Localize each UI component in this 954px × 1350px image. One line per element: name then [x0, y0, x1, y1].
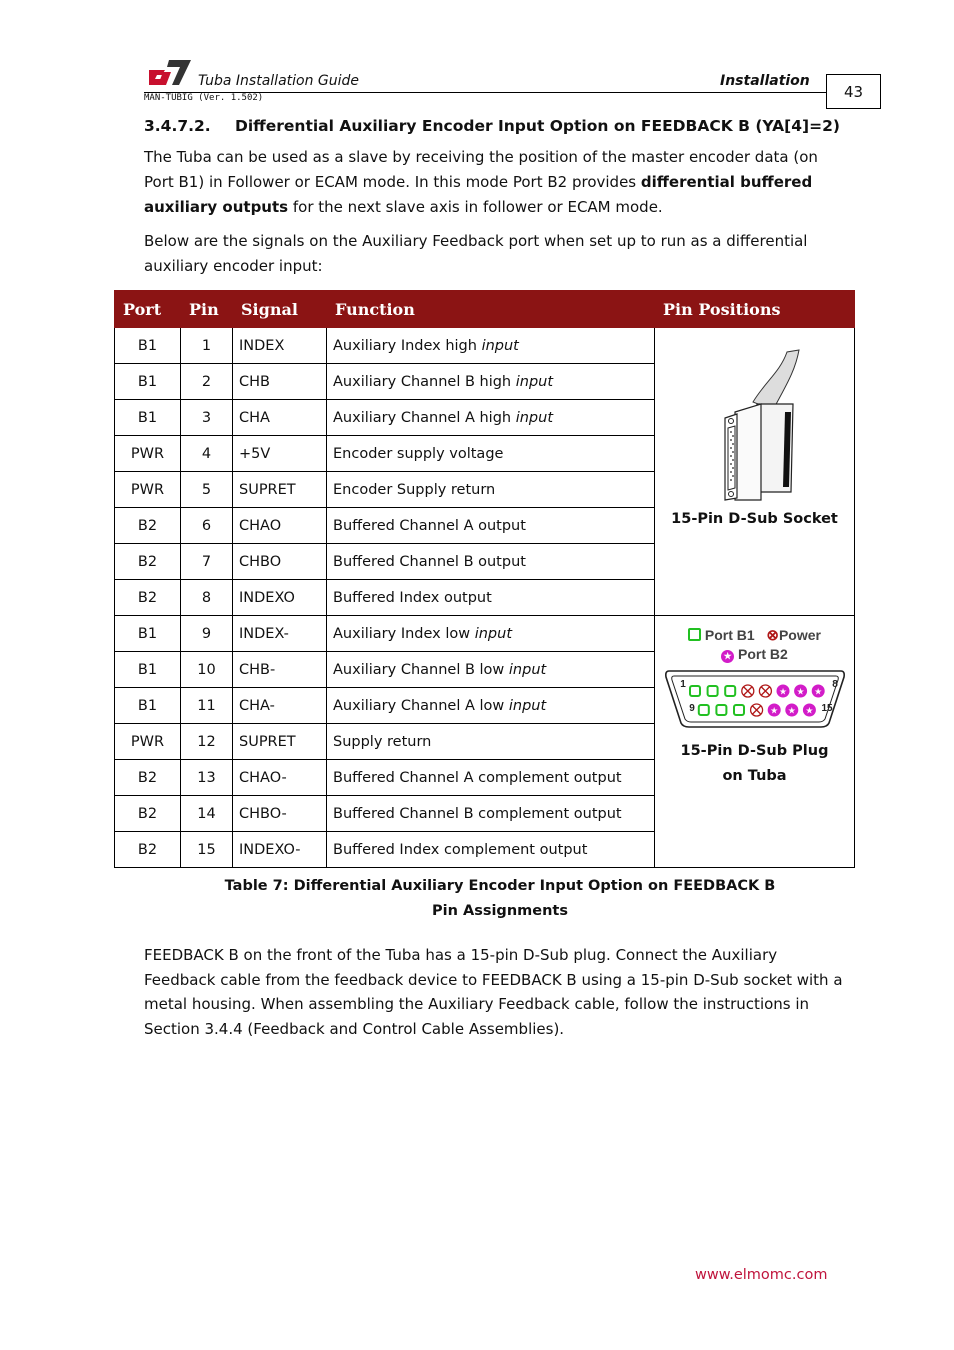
intro-text: The Tuba can be used as a slave by receiving the position of the master encoder data (on Port B1) in Follower or ECAM mode. In this mode Port B2 provides [144, 148, 818, 191]
cell-function [327, 400, 655, 436]
header-section-name: Installation [720, 73, 810, 89]
cell-function [327, 652, 655, 688]
socket-image-cell [655, 328, 855, 616]
cell-signal: CHAO [233, 508, 327, 544]
function-text: Buffered Index complement output [333, 841, 588, 858]
cell-port: B1 [115, 328, 181, 364]
cell-pin: 4 [181, 436, 233, 472]
cell-function [327, 544, 655, 580]
d-sub-socket-connector-icon [695, 342, 815, 507]
cell-port: PWR [115, 436, 181, 472]
caption-line-1: Table 7: Differential Auxiliary Encoder Input Option on FEEDBACK B [224, 878, 776, 894]
intro-bold-text: differential buffered auxiliary outputs [144, 173, 813, 216]
header-function: Function [327, 291, 655, 328]
cell-port: PWR [115, 472, 181, 508]
caption-line-2: Pin Assignments [432, 903, 568, 919]
cell-pin: 15 [181, 832, 233, 868]
function-emphasis: input [508, 697, 547, 714]
cell-signal: CHAO- [233, 760, 327, 796]
d-sub-plug-pin-diagram [663, 667, 847, 731]
cell-port: B2 [115, 796, 181, 832]
legend-port-b1: Port B1 [704, 627, 755, 643]
plug-diagram-cell [655, 616, 855, 868]
function-text: Buffered Channel A complement output [333, 769, 622, 786]
cell-port: B1 [115, 652, 181, 688]
intro-paragraph-2: Below are the signals on the Auxiliary Feedback port when set up to run as a differential auxiliary encoder input: [144, 232, 808, 275]
cell-pin: 8 [181, 580, 233, 616]
cell-pin: 13 [181, 760, 233, 796]
cell-function [327, 796, 655, 832]
pin-label-1: 1 [679, 679, 686, 690]
function-text: Auxiliary Channel B high [333, 373, 516, 390]
pin-b2-star: ★ [804, 706, 813, 717]
document-title: Tuba Installation Guide [198, 73, 360, 89]
cell-port: B1 [115, 688, 181, 724]
header-signal: Signal [233, 291, 327, 328]
cell-pin: 6 [181, 508, 233, 544]
footer-website-link[interactable]: www.elmomc.com [695, 1267, 828, 1283]
pin-b1-icon [707, 686, 717, 696]
cell-port: B2 [115, 760, 181, 796]
cell-port: B1 [115, 400, 181, 436]
pin-b1-icon [698, 705, 708, 715]
table-caption [114, 874, 886, 924]
cell-function [327, 364, 655, 400]
pin-b1-icon [734, 705, 744, 715]
cell-signal: SUPRET [233, 472, 327, 508]
function-text: Auxiliary Channel A low [333, 697, 509, 714]
cell-function [327, 724, 655, 760]
function-emphasis: input [481, 337, 519, 354]
function-text: Buffered Index output [333, 589, 492, 606]
function-text: Auxiliary Index high [333, 337, 482, 354]
function-emphasis: input [515, 373, 554, 390]
function-text: Encoder supply voltage [333, 445, 504, 462]
function-text: Buffered Channel A output [333, 517, 526, 534]
cell-pin: 11 [181, 688, 233, 724]
cell-pin: 3 [181, 400, 233, 436]
cell-signal: CHA [233, 400, 327, 436]
page-number: 43 [826, 74, 881, 109]
table-row [115, 616, 855, 652]
table-row [115, 328, 855, 364]
table-header-row [115, 291, 855, 328]
cell-pin: 5 [181, 472, 233, 508]
pin-legend [661, 626, 848, 663]
pin-b2-star: ★ [813, 687, 822, 698]
legend-row-1 [661, 626, 848, 645]
pin-b2-star: ★ [778, 687, 787, 698]
pin-b2-star: ★ [796, 687, 805, 698]
function-text: Auxiliary Channel A high [333, 409, 516, 426]
legend-power: Power [778, 627, 821, 643]
cell-pin: 14 [181, 796, 233, 832]
pin-b2-star: ★ [787, 706, 796, 717]
cell-function [327, 436, 655, 472]
pin-label-15: 15 [820, 703, 833, 714]
cell-function [327, 760, 655, 796]
cell-signal: INDEXO- [233, 832, 327, 868]
cell-function [327, 508, 655, 544]
elmo-logo-icon [149, 58, 191, 88]
port-b2-legend-icon: ★ [721, 650, 734, 663]
cell-signal: CHBO- [233, 796, 327, 832]
function-text: Buffered Channel B complement output [333, 805, 622, 822]
cell-pin: 10 [181, 652, 233, 688]
socket-caption: 15-Pin D-Sub Socket [671, 510, 838, 527]
legend-port-b2: Port B2 [738, 646, 788, 662]
function-emphasis: input [515, 409, 554, 426]
function-text: Auxiliary Channel B low [333, 661, 509, 678]
section-number: 3.4.7.2. [144, 117, 211, 135]
cell-function [327, 616, 655, 652]
cell-signal: INDEX- [233, 616, 327, 652]
pin-b2-star: ★ [769, 706, 778, 717]
function-text: Auxiliary Index low [333, 625, 475, 642]
cell-port: B2 [115, 544, 181, 580]
cell-signal: INDEXO [233, 580, 327, 616]
document-version: MAN-TUBIG (Ver. 1.502) [144, 93, 264, 103]
cell-pin: 12 [181, 724, 233, 760]
section-title: Differential Auxiliary Encoder Input Option on FEEDBACK B (YA[4]=2) [235, 117, 840, 135]
pin-label-8: 8 [831, 679, 838, 690]
pin-assignment-table [114, 290, 855, 868]
cell-port: B2 [115, 580, 181, 616]
function-text: Encoder Supply return [333, 481, 496, 498]
intro-paragraph-1 [144, 145, 834, 220]
cell-function [327, 832, 655, 868]
cell-signal: +5V [233, 436, 327, 472]
cell-signal: CHA- [233, 688, 327, 724]
port-b1-legend-icon [688, 628, 701, 641]
cell-port: B1 [115, 616, 181, 652]
cell-function [327, 580, 655, 616]
plug-caption-line-1: 15-Pin D-Sub Plug [680, 743, 829, 759]
legend-row-2 [661, 645, 848, 663]
cell-port: B2 [115, 508, 181, 544]
body-paragraph: FEEDBACK B on the front of the Tuba has a 15-pin D-Sub plug. Connect the Auxiliary Feedback cable from the feedback device to FEEDBACK B using a 15-pin D-Sub socket with a metal housing. When assembling the Auxiliary Feedback cable, follow the instructions in Section 3.4.4 (Feedback and Control Cable Assemblies). [144, 946, 843, 1039]
cell-pin: 9 [181, 616, 233, 652]
cell-pin: 1 [181, 328, 233, 364]
pin-b1-icon [690, 686, 700, 696]
cell-function [327, 328, 655, 364]
cell-signal: CHB [233, 364, 327, 400]
cell-signal: SUPRET [233, 724, 327, 760]
header-port: Port [115, 291, 181, 328]
plug-caption-line-2: on Tuba [722, 768, 787, 784]
cell-port: PWR [115, 724, 181, 760]
pin-b1-icon [725, 686, 735, 696]
intro-text-end: for the next slave axis in follower or ECAM mode. [288, 198, 663, 216]
cell-port: B2 [115, 832, 181, 868]
function-emphasis: input [474, 625, 513, 642]
cell-pin: 2 [181, 364, 233, 400]
function-text: Buffered Channel B output [333, 553, 526, 570]
cell-function [327, 472, 655, 508]
cell-function [327, 688, 655, 724]
function-text: Supply return [333, 733, 432, 750]
cell-port: B1 [115, 364, 181, 400]
pin-label-9: 9 [688, 703, 695, 714]
power-legend-icon: ⊗ [766, 627, 779, 644]
pin-b1-icon [716, 705, 726, 715]
cell-signal: INDEX [233, 328, 327, 364]
cell-pin: 7 [181, 544, 233, 580]
function-emphasis: input [508, 661, 547, 678]
header-pin-positions: Pin Positions [655, 291, 855, 328]
cell-signal: CHBO [233, 544, 327, 580]
cell-signal: CHB- [233, 652, 327, 688]
header-pin: Pin [181, 291, 233, 328]
